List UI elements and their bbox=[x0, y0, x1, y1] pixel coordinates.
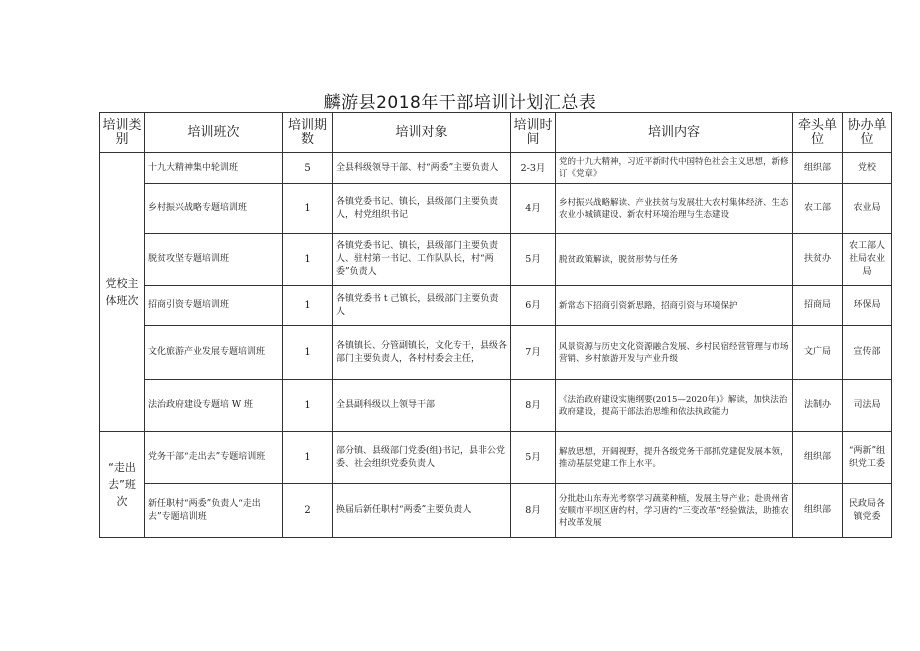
periods-cell: 2 bbox=[283, 484, 333, 538]
lead-cell: 组织部 bbox=[793, 432, 843, 484]
content-cell: 新常态下招商引资新思路，招商引资与环境保护 bbox=[556, 286, 793, 326]
periods-cell: 1 bbox=[283, 326, 333, 380]
table-row bbox=[100, 380, 892, 432]
time-cell: 8月 bbox=[511, 380, 556, 432]
table-row bbox=[100, 432, 892, 484]
content-cell: 解放思想，开阔视野，提升各级党务干部抓党建促发展本领，推动基层党建工作上水平。 bbox=[556, 432, 793, 484]
periods-cell: 1 bbox=[283, 380, 333, 432]
assist-cell: 民政局各镇党委 bbox=[843, 484, 892, 538]
content-cell: 风景资源与历史文化资源融合发展、乡村民宿经营管理与市场营销、乡村旅游开发与产业升级 bbox=[556, 326, 793, 380]
table-row bbox=[100, 234, 892, 286]
assist-cell: 农工部人社局农业局 bbox=[843, 234, 892, 286]
lead-cell: 组织部 bbox=[793, 484, 843, 538]
assist-cell: 司法局 bbox=[843, 380, 892, 432]
table-row bbox=[100, 153, 892, 184]
assist-cell: 党校 bbox=[843, 153, 892, 184]
assist-cell: 农业局 bbox=[843, 184, 892, 234]
header-class: 培训班次 bbox=[145, 113, 283, 153]
target-cell: 全县科级领导干部、村“两委”主要负责人 bbox=[333, 153, 511, 184]
category-cell: “走出去”班次 bbox=[100, 432, 145, 538]
header-category: 培训类别 bbox=[100, 113, 145, 153]
assist-cell: 宣传部 bbox=[843, 326, 892, 380]
time-cell: 7月 bbox=[511, 326, 556, 380]
target-cell: 全县副科级以上领导干部 bbox=[333, 380, 511, 432]
class-cell: 脱贫攻坚专题培训班 bbox=[145, 234, 283, 286]
lead-cell: 招商局 bbox=[793, 286, 843, 326]
time-cell: 5月 bbox=[511, 234, 556, 286]
table-row bbox=[100, 184, 892, 234]
lead-cell: 法制办 bbox=[793, 380, 843, 432]
table-row bbox=[100, 484, 892, 538]
class-cell: 十九大精神集中轮训班 bbox=[145, 153, 283, 184]
lead-cell: 扶贫办 bbox=[793, 234, 843, 286]
target-cell: 各镇镇长、分管副镇长，文化专干，县级各部门主要负责人，各村村委会主任， bbox=[333, 326, 511, 380]
time-cell: 5月 bbox=[511, 432, 556, 484]
class-cell: 文化旅游产业发展专题培训班 bbox=[145, 326, 283, 380]
content-cell: 《法治政府建设实施纲要(2015—2020年)》解读，加快法治政府建设，提高干部法治思维和依法执政能力 bbox=[556, 380, 793, 432]
training-plan-table bbox=[99, 112, 892, 538]
target-cell: 换届后新任职村“两委”主要负责人 bbox=[333, 484, 511, 538]
class-cell: 新任职村“两委”负责人“走出去”专题培训班 bbox=[145, 484, 283, 538]
class-cell: 法治政府建设专题培 W 班 bbox=[145, 380, 283, 432]
periods-cell: 5 bbox=[283, 153, 333, 184]
content-cell: 分批赴山东寿光考察学习蔬菜种植，发展主导产业；赴贵州省安顺市平坝区唐约村，学习唐约“三变改革”经验做法，助推农村改革发展 bbox=[556, 484, 793, 538]
content-cell: 脱贫政策解读，脱贫形势与任务 bbox=[556, 234, 793, 286]
table-row bbox=[100, 326, 892, 380]
periods-cell: 1 bbox=[283, 184, 333, 234]
class-cell: 乡村振兴战略专题培训班 bbox=[145, 184, 283, 234]
time-cell: 6月 bbox=[511, 286, 556, 326]
assist-cell: 环保局 bbox=[843, 286, 892, 326]
header-target: 培训对象 bbox=[333, 113, 511, 153]
class-cell: 招商引资专题培训班 bbox=[145, 286, 283, 326]
time-cell: 4月 bbox=[511, 184, 556, 234]
lead-cell: 农工部 bbox=[793, 184, 843, 234]
target-cell: 各镇党委书记、镇长，县级部门主要负责人，村党组织书记 bbox=[333, 184, 511, 234]
table-header-row bbox=[100, 113, 892, 153]
header-content: 培训内容 bbox=[556, 113, 793, 153]
lead-cell: 文广局 bbox=[793, 326, 843, 380]
header-lead: 牵头单位 bbox=[793, 113, 843, 153]
target-cell: 各镇党委书 t 己镇长，县级部门主要负责人 bbox=[333, 286, 511, 326]
header-assist: 协办单位 bbox=[843, 113, 892, 153]
table-row bbox=[100, 286, 892, 326]
periods-cell: 1 bbox=[283, 234, 333, 286]
page-title: 麟游县2018年干部培训计划汇总表 bbox=[323, 93, 597, 113]
header-time: 培训时间 bbox=[511, 113, 556, 153]
lead-cell: 组织部 bbox=[793, 153, 843, 184]
content-cell: 党的十九大精神，习近平新时代中国特色社会主义思想，新修订《党章》 bbox=[556, 153, 793, 184]
category-cell: 党校主体班次 bbox=[100, 153, 145, 432]
periods-cell: 1 bbox=[283, 432, 333, 484]
periods-cell: 1 bbox=[283, 286, 333, 326]
target-cell: 各镇党委书记、镇长，县级部门主要负责人、驻村第一书记、工作队队长，村“两委”负责人 bbox=[333, 234, 511, 286]
time-cell: 2-3月 bbox=[511, 153, 556, 184]
header-periods: 培训期数 bbox=[283, 113, 333, 153]
assist-cell: “两新”组织党工委 bbox=[843, 432, 892, 484]
content-cell: 乡村振兴战略解读、产业扶贫与发展壮大农村集体经济、生态农业小城镇建设、新农村环境治理与生态建设 bbox=[556, 184, 793, 234]
time-cell: 8月 bbox=[511, 484, 556, 538]
class-cell: 党务干部“走出去”专题培训班 bbox=[145, 432, 283, 484]
target-cell: 部分镇、县级部门党委(组)书记，县非公党委、社会组织党委负责人 bbox=[333, 432, 511, 484]
